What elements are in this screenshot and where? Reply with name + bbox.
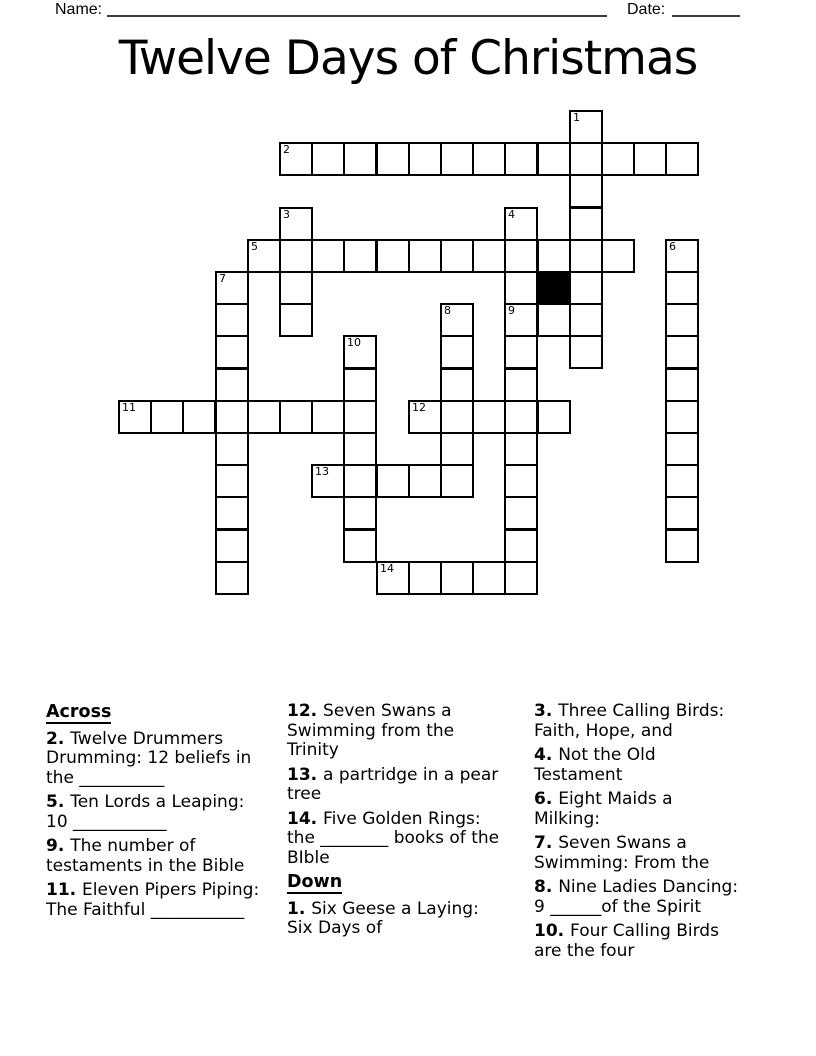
clue-item-number: 14. bbox=[287, 808, 324, 829]
clue-item: 5. Ten Lords a Leaping: 10 ___________ bbox=[46, 792, 245, 832]
clues-section-header-label: Across bbox=[46, 702, 112, 722]
grid-cell[interactable] bbox=[440, 561, 474, 595]
grid-cell[interactable] bbox=[215, 561, 249, 595]
grid-cell[interactable] bbox=[408, 464, 442, 498]
grid-cell[interactable] bbox=[343, 142, 377, 176]
grid-cell[interactable] bbox=[311, 142, 345, 176]
black-cell bbox=[537, 271, 571, 305]
grid-cell[interactable] bbox=[504, 464, 538, 498]
clue-item: 14. Five Golden Rings: the ________ books of the BIble bbox=[287, 808, 500, 868]
clue-item: 12. Seven Swans a Swimming from the Trinity bbox=[287, 701, 455, 760]
grid-cell[interactable] bbox=[472, 239, 506, 273]
grid-cell[interactable] bbox=[472, 142, 506, 176]
clue-item-number: 12. bbox=[287, 701, 324, 721]
clue-number: 5 bbox=[251, 240, 258, 253]
grid-cell[interactable] bbox=[440, 368, 474, 402]
grid-cell[interactable] bbox=[569, 110, 603, 144]
grid-cell[interactable] bbox=[279, 142, 313, 176]
grid-cell[interactable] bbox=[343, 464, 377, 498]
clue-number: 2 bbox=[283, 143, 290, 156]
grid-cell[interactable] bbox=[569, 271, 603, 305]
clue-item-number: 5. bbox=[46, 792, 71, 812]
grid-cell[interactable] bbox=[504, 529, 538, 563]
grid-cell[interactable] bbox=[504, 561, 538, 595]
name-label: Name: bbox=[55, 1, 103, 18]
date-label: Date: bbox=[627, 1, 666, 18]
grid-cell[interactable] bbox=[665, 400, 699, 434]
grid-cell[interactable] bbox=[150, 400, 184, 434]
grid-cell[interactable] bbox=[504, 400, 538, 434]
grid-cell[interactable] bbox=[440, 239, 474, 273]
grid-cell[interactable] bbox=[537, 239, 571, 273]
grid-cell[interactable] bbox=[440, 142, 474, 176]
grid-cell[interactable] bbox=[537, 400, 571, 434]
grid-cell[interactable] bbox=[376, 142, 410, 176]
clue-item: 7. Seven Swans a Swimming: From the bbox=[534, 833, 710, 873]
date-blank-line[interactable] bbox=[672, 2, 740, 17]
clue-item-number: 9. bbox=[46, 836, 71, 856]
grid-cell[interactable] bbox=[343, 335, 377, 369]
clues-column-middle bbox=[287, 702, 509, 944]
clue-item-number: 10. bbox=[534, 921, 571, 941]
grid-cell[interactable] bbox=[504, 303, 538, 337]
grid-cell[interactable] bbox=[376, 561, 410, 595]
grid-cell[interactable] bbox=[665, 271, 699, 305]
grid-cell[interactable] bbox=[408, 239, 442, 273]
grid-cell[interactable] bbox=[440, 464, 474, 498]
clue-item: 9. The number of testaments in the Bible bbox=[46, 836, 245, 876]
grid-cell[interactable] bbox=[279, 303, 313, 337]
clue-item-number: 8. bbox=[534, 877, 559, 897]
clue-number: 12 bbox=[412, 401, 426, 414]
grid-cell[interactable] bbox=[408, 561, 442, 595]
grid-cell[interactable] bbox=[504, 496, 538, 530]
grid-cell[interactable] bbox=[215, 529, 249, 563]
clue-number: 11 bbox=[122, 401, 136, 414]
grid-cell[interactable] bbox=[118, 400, 152, 434]
grid-cell[interactable] bbox=[601, 239, 635, 273]
grid-cell[interactable] bbox=[408, 400, 442, 434]
grid-cell[interactable] bbox=[504, 432, 538, 466]
grid-cell[interactable] bbox=[215, 400, 249, 434]
clue-item-number: 7. bbox=[534, 833, 559, 853]
grid-cell[interactable] bbox=[376, 239, 410, 273]
grid-cell[interactable] bbox=[504, 142, 538, 176]
grid-cell[interactable] bbox=[311, 464, 345, 498]
grid-cell[interactable] bbox=[665, 368, 699, 402]
grid-cell[interactable] bbox=[279, 271, 313, 305]
grid-cell[interactable] bbox=[665, 464, 699, 498]
clue-item: 1. Six Geese a Laying: Six Days of bbox=[287, 898, 479, 938]
grid-cell[interactable] bbox=[665, 239, 699, 273]
clue-number: 8 bbox=[444, 304, 451, 317]
grid-cell[interactable] bbox=[215, 368, 249, 402]
grid-cell[interactable] bbox=[569, 174, 603, 208]
clue-item: 11. Eleven Pipers Piping: The Faithful ___________ bbox=[46, 880, 260, 920]
grid-cell[interactable] bbox=[537, 303, 571, 337]
grid-cell[interactable] bbox=[601, 142, 635, 176]
clue-item: 2. Twelve Drummers Drumming: 12 beliefs in the __________ bbox=[46, 728, 252, 788]
clues-section-header-label: Down bbox=[287, 872, 343, 892]
grid-cell[interactable] bbox=[440, 335, 474, 369]
grid-cell[interactable] bbox=[665, 142, 699, 176]
grid-cell[interactable] bbox=[376, 464, 410, 498]
grid-cell[interactable] bbox=[343, 239, 377, 273]
clue-item-number: 4. bbox=[534, 745, 559, 765]
grid-cell[interactable] bbox=[279, 400, 313, 434]
grid-cell[interactable] bbox=[569, 239, 603, 273]
clue-item: 8. Nine Ladies Dancing: 9 ______of the Spirit bbox=[534, 877, 739, 917]
grid-cell[interactable] bbox=[569, 142, 603, 176]
clue-item-number: 1. bbox=[287, 898, 312, 919]
grid-cell[interactable] bbox=[182, 400, 216, 434]
grid-cell[interactable] bbox=[665, 529, 699, 563]
grid-cell[interactable] bbox=[215, 271, 249, 305]
grid-cell[interactable] bbox=[215, 432, 249, 466]
clue-number: 6 bbox=[669, 240, 676, 253]
grid-cell[interactable] bbox=[440, 400, 474, 434]
crossword-grid bbox=[118, 110, 702, 597]
grid-cell[interactable] bbox=[665, 496, 699, 530]
grid-cell[interactable] bbox=[247, 239, 281, 273]
grid-cell[interactable] bbox=[311, 400, 345, 434]
grid-cell[interactable] bbox=[311, 239, 345, 273]
clue-number: 13 bbox=[315, 465, 329, 478]
clue-number: 7 bbox=[219, 272, 226, 285]
clue-item: 10. Four Calling Birds are the four bbox=[534, 921, 719, 961]
grid-cell[interactable] bbox=[569, 335, 603, 369]
grid-cell[interactable] bbox=[343, 400, 377, 434]
clue-number: 10 bbox=[347, 336, 361, 349]
grid-cell[interactable] bbox=[569, 207, 603, 241]
grid-cell[interactable] bbox=[343, 368, 377, 402]
clues-section-header bbox=[46, 703, 266, 723]
grid-cell[interactable] bbox=[215, 464, 249, 498]
clues-column-across bbox=[46, 702, 266, 925]
clues-section-header bbox=[287, 873, 509, 893]
clue-number: 14 bbox=[380, 562, 394, 575]
grid-cell[interactable] bbox=[537, 142, 571, 176]
grid-cell[interactable] bbox=[665, 335, 699, 369]
clue-number: 3 bbox=[283, 208, 290, 221]
grid-cell[interactable] bbox=[215, 496, 249, 530]
grid-cell[interactable] bbox=[215, 335, 249, 369]
grid-cell[interactable] bbox=[343, 432, 377, 466]
clue-item-number: 11. bbox=[46, 880, 83, 900]
grid-cell[interactable] bbox=[504, 271, 538, 305]
grid-cell[interactable] bbox=[279, 239, 313, 273]
grid-cell[interactable] bbox=[440, 432, 474, 466]
grid-cell[interactable] bbox=[343, 529, 377, 563]
clue-item-number: 13. bbox=[287, 764, 324, 785]
grid-cell[interactable] bbox=[408, 142, 442, 176]
clue-item: 13. a partridge in a pear tree bbox=[287, 764, 499, 804]
clue-number: 1 bbox=[573, 111, 580, 124]
grid-cell[interactable] bbox=[633, 142, 667, 176]
grid-cell[interactable] bbox=[472, 400, 506, 434]
clues-column-down bbox=[534, 702, 740, 966]
grid-cell[interactable] bbox=[247, 400, 281, 434]
grid-cell[interactable] bbox=[472, 561, 506, 595]
clue-item: 6. Eight Maids a Milking: bbox=[534, 789, 673, 829]
grid-cell[interactable] bbox=[504, 239, 538, 273]
clue-item-number: 2. bbox=[46, 728, 71, 749]
grid-cell[interactable] bbox=[504, 335, 538, 369]
grid-cell[interactable] bbox=[665, 432, 699, 466]
grid-cell[interactable] bbox=[215, 303, 249, 337]
grid-cell[interactable] bbox=[504, 368, 538, 402]
grid-cell[interactable] bbox=[343, 496, 377, 530]
clue-item-number: 6. bbox=[534, 789, 559, 809]
clue-number: 4 bbox=[508, 208, 515, 221]
page-title: Twelve Days of Christmas bbox=[118, 31, 698, 86]
grid-cell[interactable] bbox=[665, 303, 699, 337]
grid-cell[interactable] bbox=[440, 303, 474, 337]
grid-cell[interactable] bbox=[504, 207, 538, 241]
name-blank-line[interactable] bbox=[107, 2, 607, 17]
grid-cell[interactable] bbox=[279, 207, 313, 241]
clue-item-number: 3. bbox=[534, 701, 559, 721]
clue-number: 9 bbox=[508, 304, 515, 317]
grid-cell[interactable] bbox=[569, 303, 603, 337]
clue-item: 3. Three Calling Birds: Faith, Hope, and bbox=[534, 701, 725, 741]
clue-item: 4. Not the Old Testament bbox=[534, 745, 656, 785]
